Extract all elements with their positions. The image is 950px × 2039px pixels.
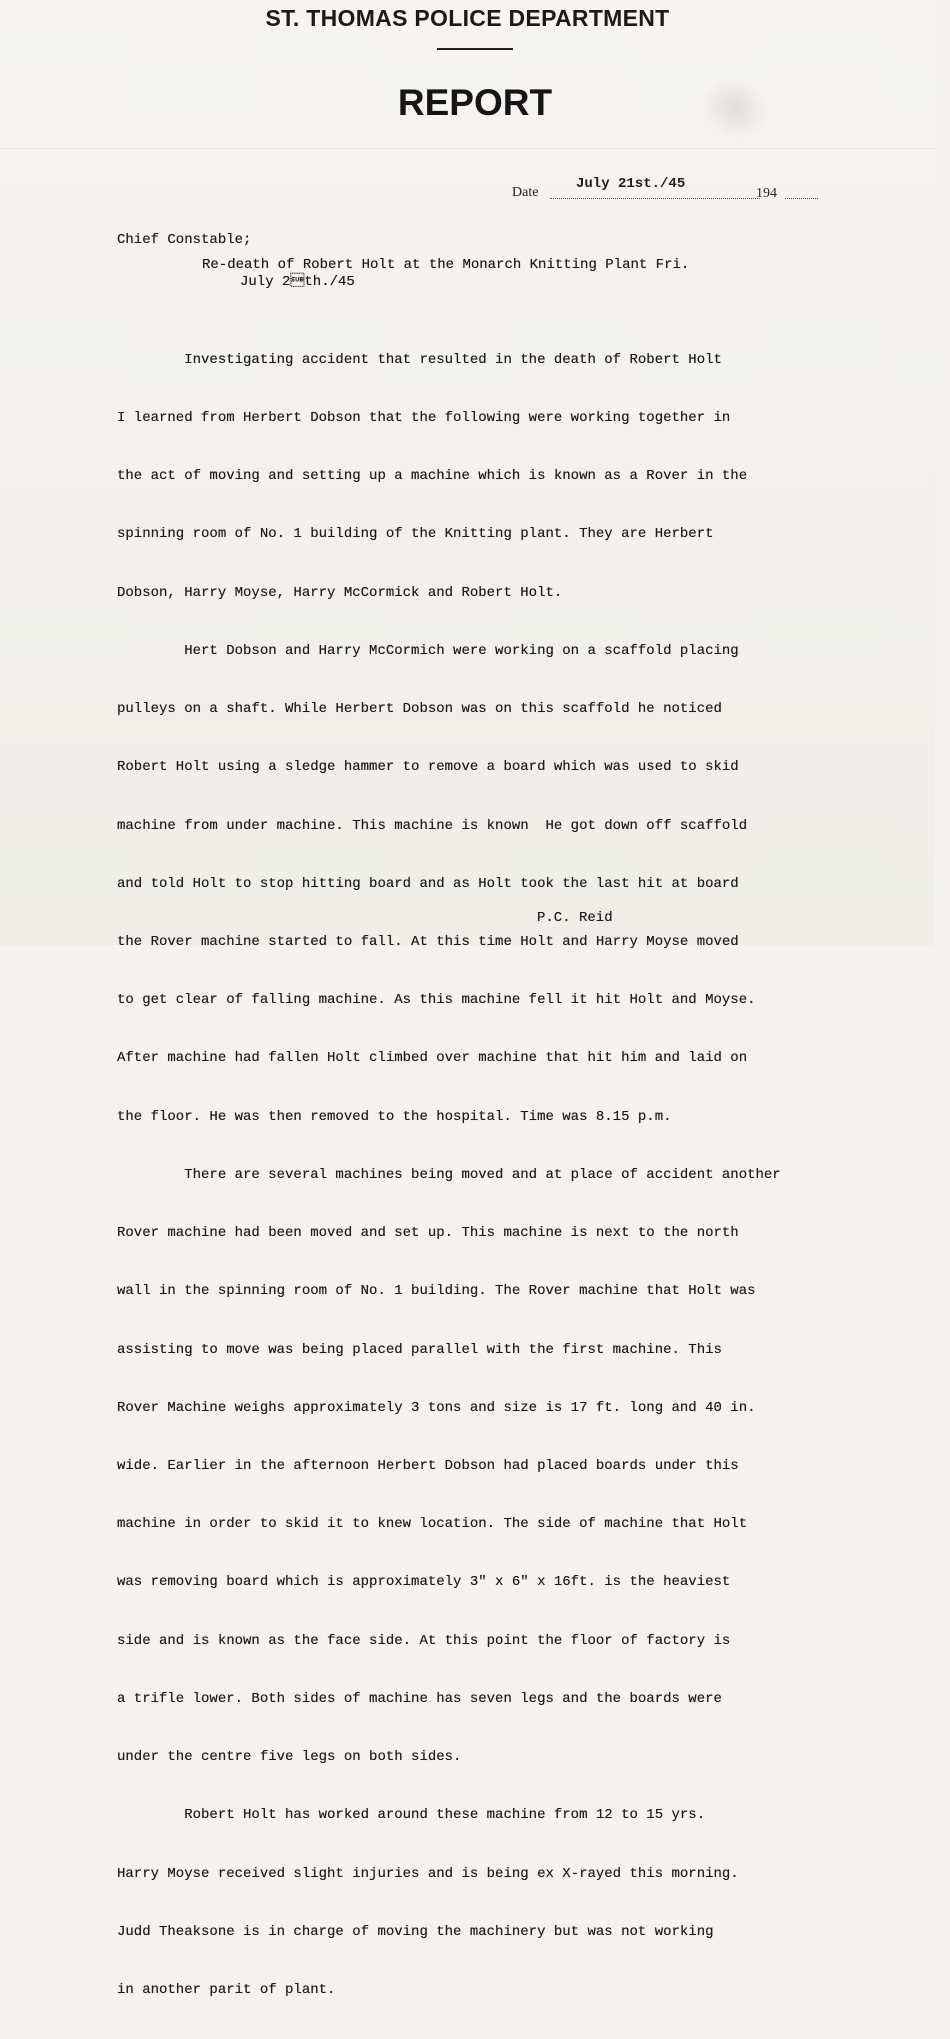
body-line: in another parit of plant.	[117, 1981, 336, 1998]
body-line: I learned from Herbert Dobson that the following were working together in	[117, 410, 731, 427]
body-line: There are several machines being moved and at place of accident another	[117, 1166, 781, 1183]
body-line: Investigating accident that resulted in the death of Robert Holt	[117, 351, 722, 368]
body-line: Robert Holt using a sledge hammer to remove a board which was used to skid	[117, 759, 739, 776]
body-line: assisting to move was being placed parallel with the first machine. This	[117, 1341, 722, 1358]
department-heading: ST. THOMAS POLICE DEPARTMENT	[265, 5, 670, 31]
subject-line-2: July 2th./45	[240, 274, 355, 290]
body-line: Harry Moyse received slight injuries and is being ex X-rayed this morning.	[117, 1865, 739, 1882]
body-line: Rover Machine weighs approximately 3 tons and size is 17 ft. long and 40 in.	[117, 1399, 756, 1416]
body-line: and told Holt to stop hitting board and as Holt took the last hit at board	[117, 875, 739, 892]
body-line: wall in the spinning room of No. 1 building. The Rover machine that Holt was	[117, 1283, 756, 1300]
body-line: the floor. He was then removed to the hospital. Time was 8.15 p.m.	[117, 1108, 672, 1125]
body-line: the Rover machine started to fall. At this time Holt and Harry Moyse moved	[117, 934, 739, 950]
date-label: Date	[512, 185, 539, 200]
addressee: Chief Constable;	[117, 232, 252, 248]
paper-fold-line	[0, 148, 935, 149]
body-line: Rover machine had been moved and set up. This machine is next to the north	[117, 1225, 739, 1242]
body-line: Robert Holt has worked around these machine from 12 to 15 yrs.	[117, 1807, 706, 1824]
year-dotted-line	[785, 198, 818, 199]
signature: P.C. Reid	[537, 910, 613, 926]
date-year-prefix: 194	[756, 186, 777, 201]
subject-line-1: Re-death of Robert Holt at the Monarch Knitting Plant Fri.	[202, 257, 690, 273]
report-body	[117, 312, 781, 2039]
heading-divider	[437, 48, 513, 50]
body-line: machine from under machine. This machine is known He got down off scaffold	[117, 817, 748, 834]
date-dotted-line	[550, 198, 760, 199]
paper-smudge	[690, 65, 781, 152]
body-line: wide. Earlier in the afternoon Herbert Dobson had placed boards under this	[117, 1457, 739, 1474]
body-line: side and is known as the face side. At this point the floor of factory is	[117, 1632, 731, 1649]
date-line	[512, 176, 822, 206]
body-line: a trifle lower. Both sides of machine has seven legs and the boards were	[117, 1690, 722, 1707]
form-title: REPORT	[397, 82, 553, 123]
body-line: was removing board which is approximately 3" x 6" x 16ft. is the heaviest	[117, 1574, 731, 1591]
body-line: machine in order to skid it to knew location. The side of machine that Holt	[117, 1516, 748, 1533]
date-value: July 21st./45	[576, 176, 686, 192]
body-line: to get clear of falling machine. As this machine fell it hit Holt and Moyse.	[117, 992, 756, 1009]
body-line: Judd Theaksone is in charge of moving the machinery but was not working	[117, 1923, 714, 1940]
body-line: After machine had fallen Holt climbed over machine that hit him and laid on	[117, 1050, 748, 1067]
body-line: Hert Dobson and Harry McCormich were working on a scaffold placing	[117, 642, 739, 659]
body-line: the act of moving and setting up a machine which is known as a Rover in the	[117, 468, 748, 485]
body-line: Dobson, Harry Moyse, Harry McCormick and Robert Holt.	[117, 584, 563, 601]
body-line: under the centre five legs on both sides.	[117, 1749, 462, 1766]
body-line: spinning room of No. 1 building of the Knitting plant. They are Herbert	[117, 526, 714, 543]
body-line: pulleys on a shaft. While Herbert Dobson was on this scaffold he noticed	[117, 701, 722, 718]
